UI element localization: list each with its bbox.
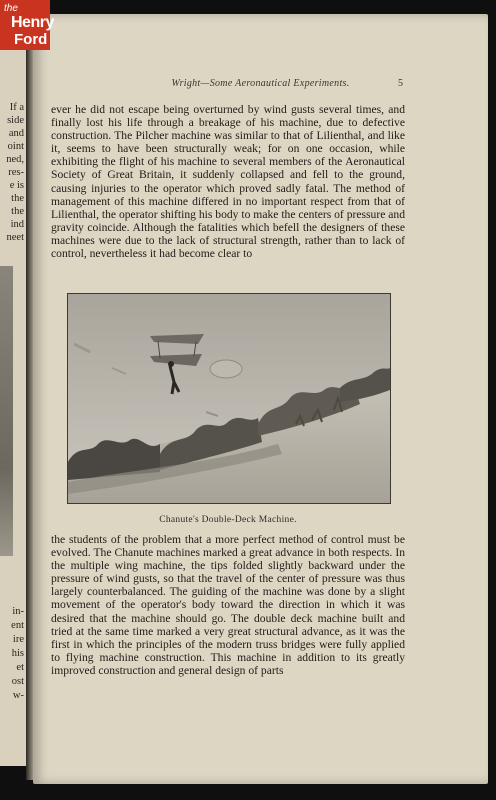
facing-page-fragment: ind [10, 219, 24, 230]
facing-page-edge [0, 26, 26, 766]
facing-page-fragment: in- [12, 606, 24, 617]
figure-caption: Chanute's Double-Deck Machine. [159, 515, 297, 525]
henry-ford-logo [0, 0, 54, 50]
facing-page-fragment: oint [7, 141, 24, 152]
facing-page-fragment: e is [9, 180, 24, 191]
glider-photo-illustration [68, 294, 390, 503]
facing-page-fragment: ned, [6, 154, 24, 165]
facing-page-fragment: ire [12, 634, 24, 645]
running-title: Wright—Some Aeronautical Experiments. [171, 78, 350, 89]
body-paragraph-2: the students of the problem that a more perfect method of control must be evolved. The Chanute machines marked a great advance in both respects. In the multiple wing machine, the tips folded slightly backward under the pressure of wind gusts, so that the travel of the center of pressure was thus largely counterbalanced. The guiding of the machine was done by a slight movement of the operator's body toward the direction in which it was desired that the machine should go. The double deck machine built and tried at the same time marked a very great structural advance, as it was the first in which the principles of the modern truss bridges were fully applied to flying machine construction. This machine in addition to its greatly improved construction and general design of parts [51, 533, 405, 677]
facing-page-fragment: his [11, 648, 24, 659]
facing-page-fragment: the [11, 193, 24, 204]
facing-page-fragment: ent [11, 620, 24, 631]
logo-line-2: Henry [11, 14, 54, 31]
facing-page-fragment: If a [9, 102, 24, 113]
logo-line-3: Ford [14, 31, 48, 48]
facing-page-fragment: side [7, 115, 24, 126]
facing-page-fragment: ost [11, 676, 24, 687]
page-number: 5 [398, 78, 403, 89]
glider-photograph [67, 293, 391, 504]
facing-page-fragment: et [16, 662, 24, 673]
facing-page-photo-edge [0, 266, 13, 556]
facing-page-fragment: res- [8, 167, 24, 178]
facing-page-fragment: and [8, 128, 24, 139]
facing-page-fragment: w- [12, 690, 24, 701]
logo-line-1: the [4, 3, 18, 14]
facing-page-fragment: neet [6, 232, 24, 243]
document-page [33, 14, 488, 784]
body-paragraph-1: ever he did not escape being overturned by wind gusts several times, and finally lost his life through a breakage of his machine, due to defective construction. The Pilcher machine was similar to that of Lilienthal, and like it, seems to have been structurally weak; for on one occasion, while exhibiting the flight of his machine to several members of the Aeronautical Society of Great Britain, it suddenly collapsed and fell to the ground, causing injuries to the operator which proved sadly fatal. The method of management of this machine differed in no important respect from that of Lilienthal, the operator shifting his body to make the centers of pressure and gravity coincide. Although the fatalities which befell the designers of these machines were due to the lack of structural strength, rather than to lack of control, nevertheless it had become clear to [51, 103, 405, 261]
facing-page-fragment: the [11, 206, 24, 217]
